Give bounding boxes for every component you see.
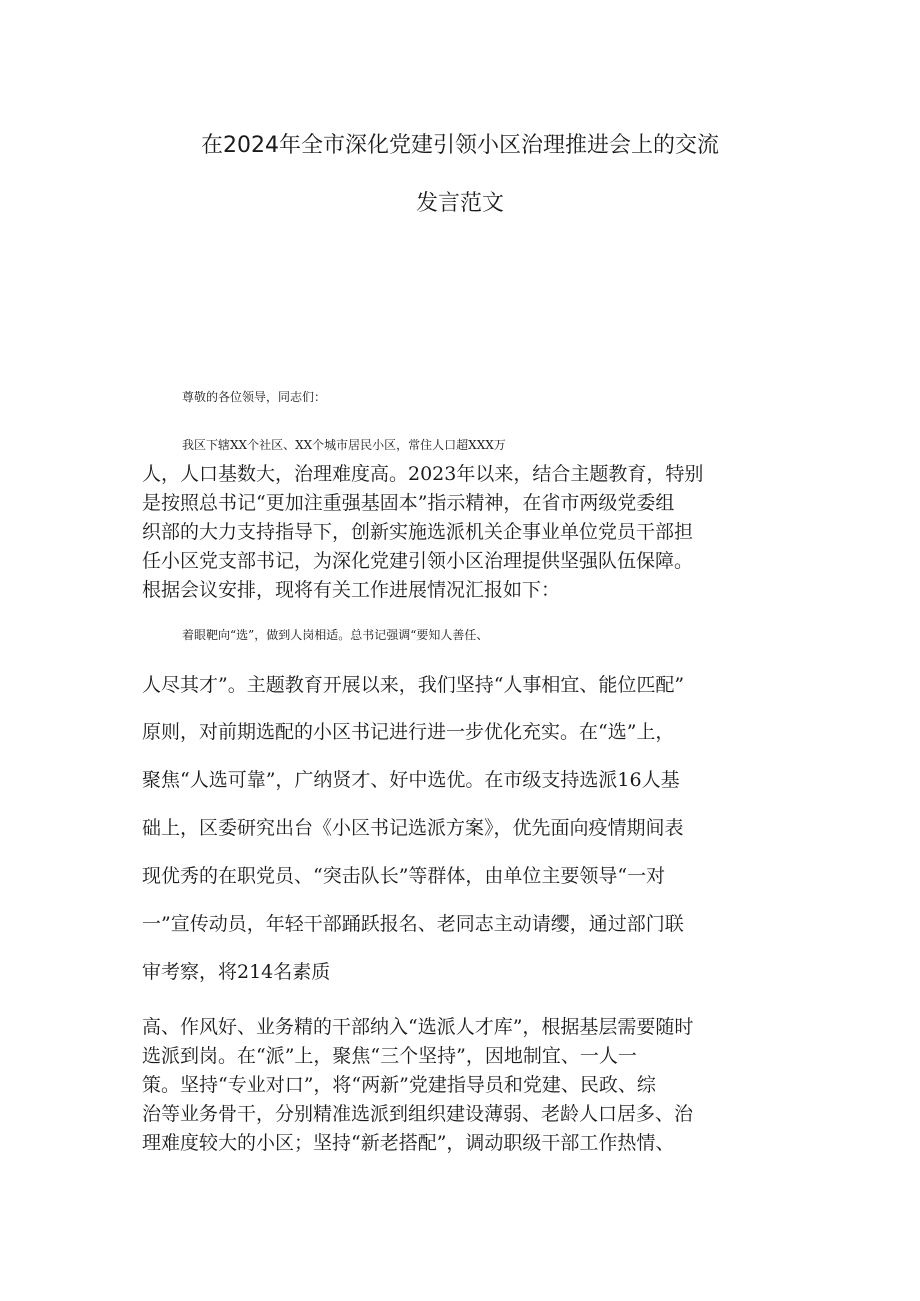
paragraph2-line: 着眼靶向“选”，做到人岗相适。总书记强调“要知人善任、	[182, 628, 489, 642]
paragraph3-line: 高、作风好、业务精的干部纳入“选派人才库”，根据基层需要随时	[142, 1016, 694, 1038]
document-title-line-1: 在2024年全市深化党建引领小区治理推进会上的交流	[201, 133, 719, 158]
paragraph1-line: 任小区党支部书记，为深化党建引领小区治理提供坚强队伍保障。	[142, 550, 694, 572]
paragraph2-line: 审考察，将214名素质	[142, 961, 331, 983]
paragraph1-line: 我区下辖XX个社区、XX个城市居民小区，常住人口超XXX万	[182, 438, 506, 452]
paragraph2-line: 础上，区委研究出台《小区书记选派方案》，优先面向疫情期间表	[142, 817, 684, 839]
paragraph1-line: 根据会议安排，现将有关工作进展情况汇报如下：	[142, 579, 561, 601]
paragraph1-line: 人，人口基数大，治理难度高。2023年以来，结合主题教育，特别	[142, 463, 704, 485]
paragraph3-line: 选派到岗。在“派”上，聚焦“三个坚持”，因地制宜、一人一	[142, 1045, 637, 1067]
paragraph2-line: 现优秀的在职党员、“突击队长”等群体，由单位主要领导“一对	[142, 865, 666, 887]
paragraph2-line: 一”宣传动员，年轻干部踊跃报名、老同志主动请缨，通过部门联	[142, 913, 684, 935]
paragraph2-line: 人尽其才”。主题教育开展以来，我们坚持“人事相宜、能位匹配”	[142, 674, 685, 696]
greeting: 尊敬的各位领导，同志们：	[182, 390, 327, 404]
paragraph2-line: 原则，对前期选配的小区书记进行进一步优化充实。在“选”上，	[142, 721, 675, 743]
paragraph2-line: 聚焦“人选可靠”，广纳贤才、好中选优。在市级支持选派16人基	[142, 769, 680, 791]
paragraph1-line: 织部的大力支持指导下，创新实施选派机关企事业单位党员干部担	[142, 521, 694, 543]
paragraph3-line: 治等业务骨干，分别精准选派到组织建设薄弱、老龄人口居多、治	[142, 1103, 694, 1125]
document-title-line-2: 发言范文	[415, 191, 504, 216]
paragraph1-line: 是按照总书记“更加注重强基固本”指示精神，在省市两级党委组	[142, 492, 675, 514]
paragraph3-line: 理难度较大的小区；坚持“新老搭配”，调动职级干部工作热情、	[142, 1132, 675, 1154]
paragraph3-line: 策。坚持“专业对口”，将“两新”党建指导员和党建、民政、综	[142, 1074, 656, 1096]
